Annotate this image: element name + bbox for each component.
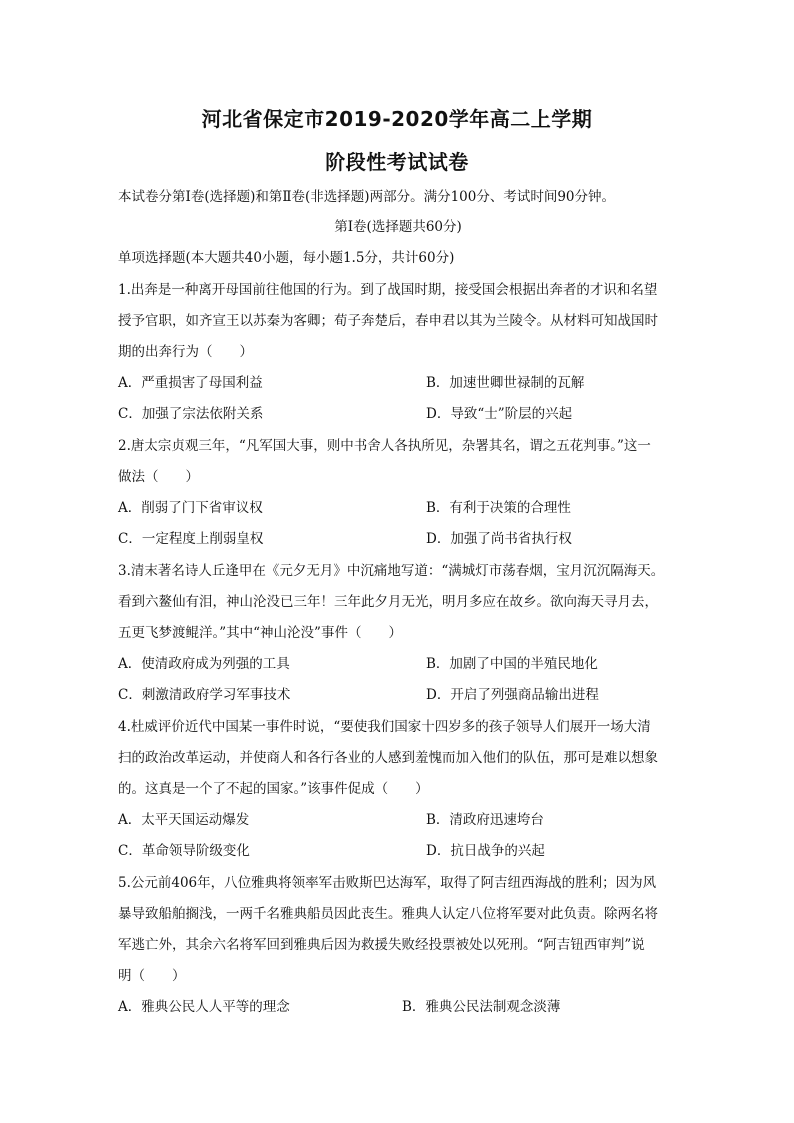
- question-text-line: 做法（ ）: [118, 469, 199, 485]
- exam-subtitle: 阶段性考试试卷: [325, 150, 469, 174]
- question-text-line: 看到六鳌仙有泪，神山沦没已三年！三年此夕月无光，明月多应在故乡。欲向海天寻月去，: [118, 594, 658, 610]
- question-text-line: 五更飞梦渡鲲洋。”其中“神山沦没”事件（ ）: [118, 625, 402, 641]
- section-title: 第Ⅰ卷(选择题共60分): [334, 219, 462, 235]
- option-a: A．使清政府成为列强的工具: [118, 656, 290, 672]
- option-c: C．革命领导阶级变化: [118, 843, 250, 859]
- question-text-line: 扫的政治改革运动，并使商人和各行各业的人感到羞愧而加入他们的队伍，那可是难以想象: [118, 750, 658, 766]
- question-text-line: 1.出奔是一种离开母国前往他国的行为。到了战国时期，接受国会根据出奔者的才识和名望: [118, 282, 658, 298]
- question-text-line: 军逃亡外，其余六名将军回到雅典后因为救援失败经投票被处以死刑。“阿吉钮西审判”说: [118, 937, 645, 953]
- question-text-line: 3.清末著名诗人丘逢甲在《元夕无月》中沉痛地写道：“满城灯市荡春烟，宝月沉沉隔海天。: [118, 563, 665, 579]
- option-a: A．削弱了门下省审议权: [118, 500, 263, 516]
- option-b: B．雅典公民法制观念淡薄: [402, 999, 561, 1015]
- section-instructions: 单项选择题(本大题共40小题，每小题1.5分，共计60分): [118, 250, 455, 266]
- option-b: B．有利于决策的合理性: [426, 500, 571, 516]
- option-d: D．加强了尚书省执行权: [426, 531, 572, 547]
- question-text-line: 2.唐太宗贞观三年，“凡军国大事，则中书舍人各执所见，杂署其名，谓之五花判事。”这一: [118, 438, 651, 454]
- option-d: D．导致“士”阶层的兴起: [426, 406, 573, 422]
- option-c: C．刺激清政府学习军事技术: [118, 687, 291, 703]
- question-text-line: 明（ ）: [118, 968, 186, 984]
- option-a: A．雅典公民人人平等的理念: [118, 999, 290, 1015]
- question-text-line: 的。这真是一个了不起的国家。”该事件促成（ ）: [118, 781, 429, 797]
- exam-title: 河北省保定市2019-2020学年高二上学期: [201, 107, 593, 131]
- option-d: D．抗日战争的兴起: [426, 843, 545, 859]
- option-a: A．严重损害了母国利益: [118, 375, 263, 391]
- option-d: D．开启了列强商品输出进程: [426, 687, 599, 703]
- question-text-line: 授予官职，如齐宣王以苏秦为客卿；荀子奔楚后，春申君以其为兰陵令。从材料可知战国时: [118, 313, 658, 329]
- question-text-line: 暴导致船舶搁浅，一两千名雅典船员因此丧生。雅典人认定八位将军要对此负责。除两名将: [118, 906, 658, 922]
- option-a: A．太平天国运动爆发: [118, 812, 250, 828]
- option-b: B．加剧了中国的半殖民地化: [426, 656, 598, 672]
- question-text-line: 4.杜威评价近代中国某一事件时说，“要使我们国家十四岁多的孩子领导人们展开一场大清: [118, 719, 651, 735]
- question-text-line: 期的出奔行为（ ）: [118, 344, 253, 360]
- option-c: C．一定程度上削弱皇权: [118, 531, 264, 547]
- option-c: C．加强了宗法依附关系: [118, 406, 264, 422]
- option-b: B．加速世卿世禄制的瓦解: [426, 375, 585, 391]
- exam-intro: 本试卷分第Ⅰ卷(选择题)和第Ⅱ卷(非选择题)两部分。满分100分、考试时间90分钟。: [118, 189, 616, 205]
- option-b: B．清政府迅速垮台: [426, 812, 544, 828]
- question-text-line: 5.公元前406年，八位雅典将领率军击败斯巴达海军，取得了阿吉纽西海战的胜利；因为风: [118, 875, 657, 891]
